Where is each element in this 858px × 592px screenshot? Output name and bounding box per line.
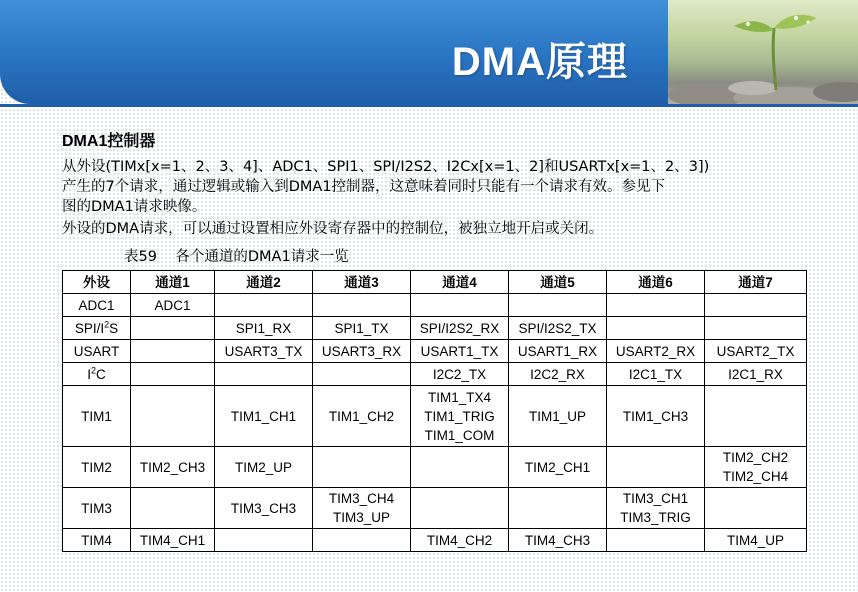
table-row [63,340,807,363]
header-channel-4: 通道4 [411,271,509,294]
table-row [63,317,807,340]
channel-cell [215,294,313,317]
channel-cell: USART1_TX [411,340,509,363]
channel-cell: I2C2_TX [411,363,509,386]
channel-cell: TIM2_UP [215,447,313,488]
seedling-image [668,0,858,104]
peripheral-cell: TIM1 [63,386,131,447]
channel-cell [705,386,807,447]
section-title: DMA1控制器 [62,133,156,150]
table-row [63,386,807,447]
header-bar [0,0,668,104]
channel-cell [607,447,705,488]
slide-title: DMA原理 [451,40,628,84]
channel-cell: ADC1 [131,294,215,317]
channel-cell [313,363,411,386]
table-caption: 表59 各个通道的DMA1请求一览 [124,249,349,265]
channel-cell: TIM2_CH3 [131,447,215,488]
channel-cell [509,294,607,317]
peripheral-cell: TIM4 [63,529,131,552]
peripheral-cell: TIM2 [63,447,131,488]
table-header-row [63,271,807,294]
channel-cell: TIM2_CH1 [509,447,607,488]
header-channel-2: 通道2 [215,271,313,294]
channel-cell [705,488,807,529]
channel-cell: USART2_RX [607,340,705,363]
channel-cell [131,340,215,363]
channel-cell [215,529,313,552]
channel-cell: TIM4_CH1 [131,529,215,552]
channel-cell: SPI/I2S2_RX [411,317,509,340]
channel-cell: TIM2_CH2 TIM2_CH4 [705,447,807,488]
header-channel-3: 通道3 [313,271,411,294]
channel-cell: TIM1_CH2 [313,386,411,447]
channel-cell: TIM3_CH3 [215,488,313,529]
channel-cell [607,294,705,317]
paragraph-1: 从外设(TIMx[x=1、2、3、4]、ADC1、SPI1、SPI/I2S2、I2Cx[x=1、2]和USARTx[x=1、2、3]) 产生的7个请求，通过逻辑或输入到DMA1控制器，这意味着同时只能有一个请求有效。参见下 图的DMA1请求映像。 [62,159,710,215]
header-peripheral: 外设 [63,271,131,294]
channel-cell: TIM3_CH4 TIM3_UP [313,488,411,529]
peripheral-cell: TIM3 [63,488,131,529]
channel-cell [607,529,705,552]
channel-cell [411,294,509,317]
header-rule [0,104,858,107]
channel-cell: TIM1_UP [509,386,607,447]
channel-cell [313,294,411,317]
channel-cell [313,447,411,488]
channel-cell: USART3_RX [313,340,411,363]
channel-cell: TIM1_TX4 TIM1_TRIG TIM1_COM [411,386,509,447]
table-row [63,294,807,317]
table-row [63,488,807,529]
channel-cell: TIM1_CH3 [607,386,705,447]
channel-cell: USART1_RX [509,340,607,363]
channel-cell: USART3_TX [215,340,313,363]
channel-cell [215,363,313,386]
channel-cell [131,488,215,529]
channel-cell: SPI1_RX [215,317,313,340]
peripheral-cell: USART [63,340,131,363]
peripheral-cell: ADC1 [63,294,131,317]
channel-cell: TIM3_CH1 TIM3_TRIG [607,488,705,529]
paragraph-2: 外设的DMA请求，可以通过设置相应外设寄存器中的控制位，被独立地开启或关闭。 [62,221,604,237]
header-channel-5: 通道5 [509,271,607,294]
peripheral-cell: SPI/$I^2S$ [63,317,131,340]
header-channel-1: 通道1 [131,271,215,294]
channel-cell: TIM1_CH1 [215,386,313,447]
channel-cell: SPI1_TX [313,317,411,340]
channel-cell [131,317,215,340]
channel-cell [131,363,215,386]
table-row [63,447,807,488]
slide-content [62,128,822,552]
channel-cell: I2C2_RX [509,363,607,386]
channel-cell: USART2_TX [705,340,807,363]
channel-cell: TIM4_CH2 [411,529,509,552]
channel-cell [131,386,215,447]
channel-cell: I2C1_RX [705,363,807,386]
dma1-request-table [62,270,807,552]
header-channel-7: 通道7 [705,271,807,294]
seedling-photo [668,0,858,104]
channel-cell [705,317,807,340]
channel-cell [411,488,509,529]
channel-cell [509,488,607,529]
peripheral-cell: $I^2C$ [63,363,131,386]
channel-cell [607,317,705,340]
channel-cell: I2C1_TX [607,363,705,386]
channel-cell [313,529,411,552]
table-row [63,529,807,552]
channel-cell [411,447,509,488]
table-row [63,363,807,386]
channel-cell: TIM4_CH3 [509,529,607,552]
channel-cell: TIM4_UP [705,529,807,552]
channel-cell: SPI/I2S2_TX [509,317,607,340]
header-channel-6: 通道6 [607,271,705,294]
channel-cell [705,294,807,317]
